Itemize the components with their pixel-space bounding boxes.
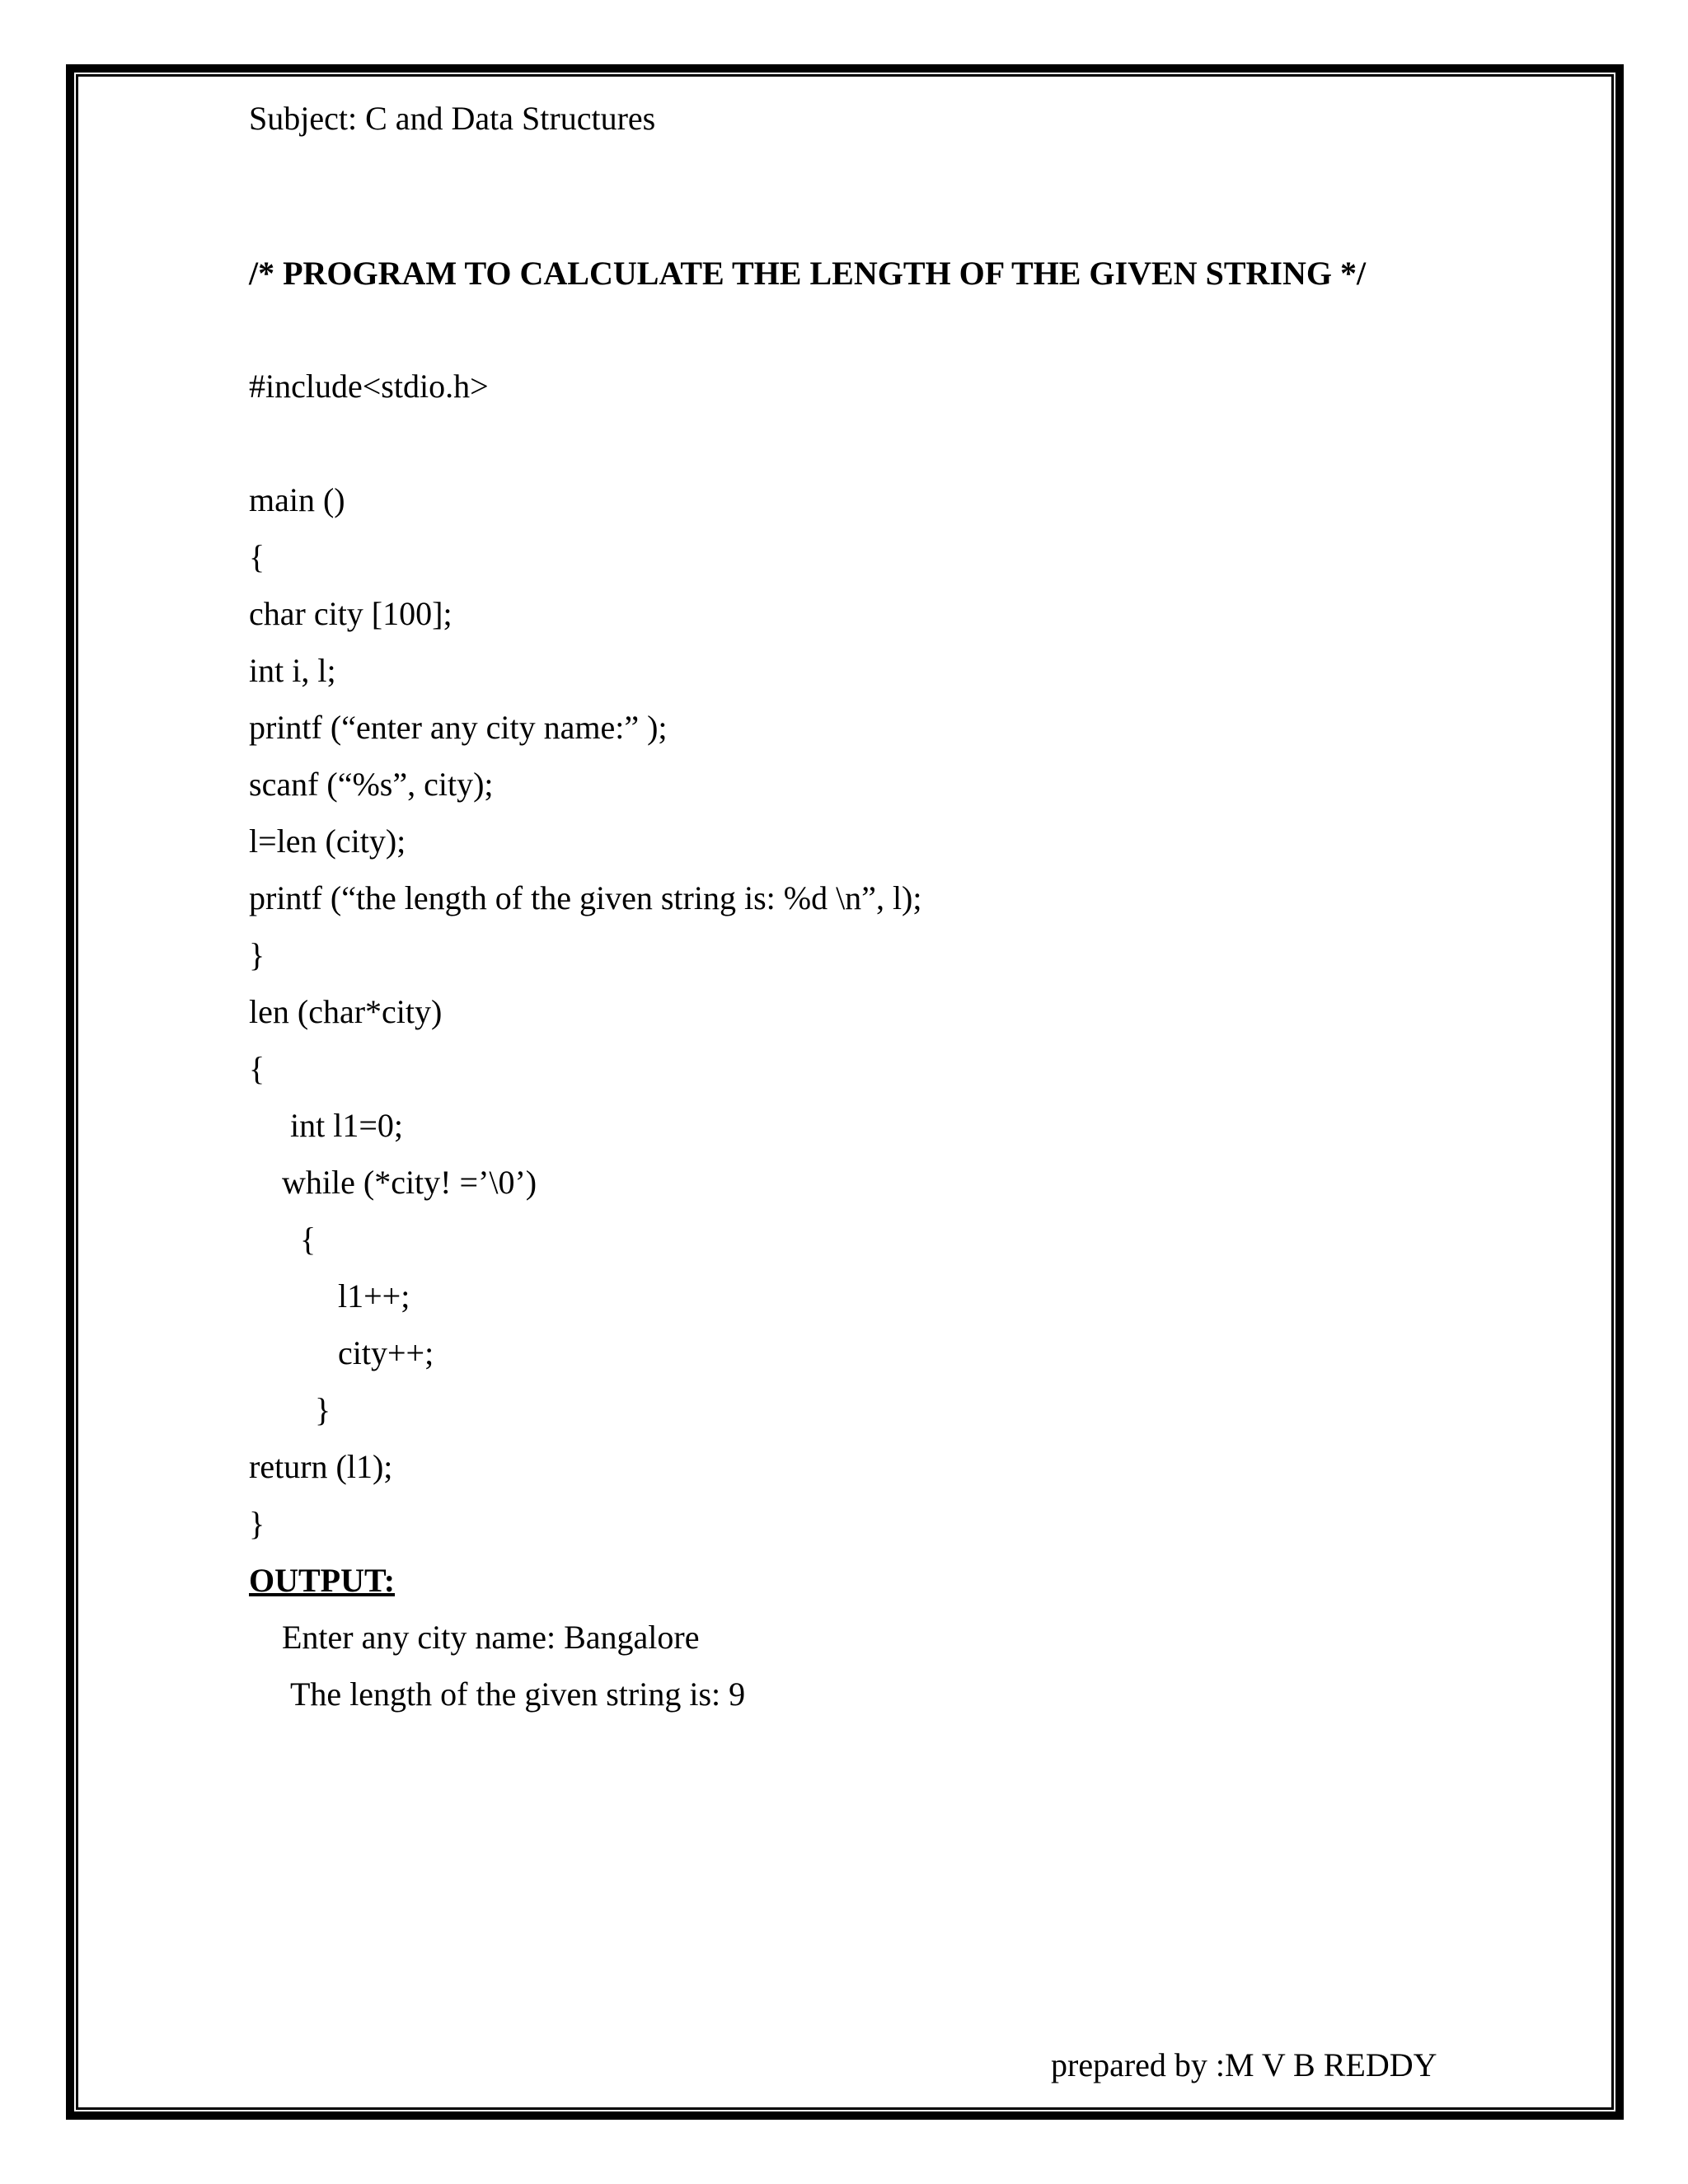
code-line-len-close-brace: } (249, 1505, 265, 1542)
code-line-len-call: l=len (city); (249, 823, 406, 860)
code-line-printf-prompt: printf (“enter any city name:” ); (249, 709, 668, 746)
code-line-increment-city: city++; (338, 1334, 434, 1371)
code-line-len-open-brace: { (249, 1050, 265, 1087)
code-line-scanf: scanf (“%s”, city); (249, 766, 494, 803)
code-line-open-brace: { (249, 538, 265, 575)
program-title: /* PROGRAM TO CALCULATE THE LENGTH OF THE GIVEN STRING */ (249, 255, 1367, 292)
code-line-increment-l1: l1++; (338, 1277, 410, 1315)
output-line-result: The length of the given string is: 9 (290, 1675, 746, 1713)
code-line-char-decl: char city [100]; (249, 595, 452, 632)
code-line-while: while (*city! =’\0’) (282, 1164, 537, 1201)
code-line-l1-decl: int l1=0; (290, 1107, 404, 1144)
code-line-len-def: len (char*city) (249, 993, 443, 1030)
subject-header: Subject: C and Data Structures (249, 100, 656, 137)
output-heading: OUTPUT: (249, 1562, 396, 1599)
code-line-printf-result: printf (“the length of the given string is: %d \n”, l); (249, 879, 922, 916)
prepared-by-footer: prepared by :M V B REDDY (1051, 2046, 1437, 2083)
code-line-main: main () (249, 481, 345, 518)
output-line-prompt: Enter any city name: Bangalore (282, 1619, 700, 1656)
code-line-while-close-brace: } (315, 1391, 331, 1428)
code-line-return: return (l1); (249, 1448, 393, 1485)
code-line-close-brace: } (249, 936, 265, 973)
code-line-int-decl: int i, l; (249, 652, 336, 689)
code-line-while-open-brace: { (300, 1221, 316, 1258)
include-line: #include<stdio.h> (249, 368, 489, 405)
